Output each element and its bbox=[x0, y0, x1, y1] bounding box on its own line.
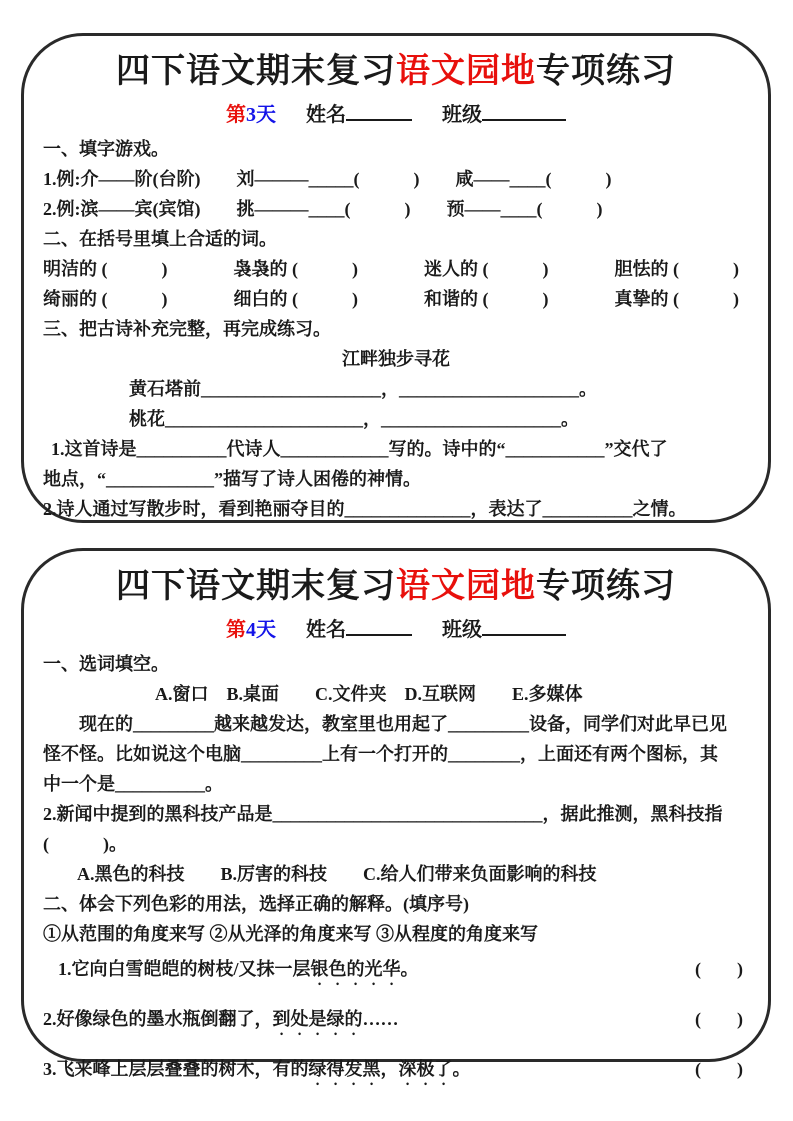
word-blank-item: 袅袅的 ( ) bbox=[233, 258, 358, 279]
title-highlight: 语文园地 bbox=[396, 568, 536, 605]
day4-content bbox=[43, 649, 749, 1089]
word-blank-item: 明洁的 ( ) bbox=[43, 258, 168, 279]
worksheet-card-day4 bbox=[21, 548, 771, 1079]
color-usage-text: 3.飞来峰上层层叠叠的树木，有的绿得发黑，深极了。 bbox=[43, 1058, 471, 1079]
answer-paren: ( ) bbox=[695, 1008, 743, 1029]
poem-title: 江畔独步寻花 bbox=[342, 348, 450, 369]
day-badge: 第4天 bbox=[226, 618, 276, 641]
poem-line-1: 黄石塔前____________________，____________________。 bbox=[129, 378, 597, 399]
poem-question1-line2: 地点，“____________”描写了诗人困倦的神情。 bbox=[43, 468, 421, 489]
color-usage-text: 2.好像绿色的墨水瓶倒翻了，到处是绿的…… bbox=[43, 1008, 399, 1029]
cloze-paragraph-line3: 中一个是__________。 bbox=[43, 773, 223, 794]
color-usage-legend: ①从范围的角度来写 ②从光泽的角度来写 ③从程度的角度来写 bbox=[43, 923, 538, 944]
worksheet-subheader bbox=[43, 98, 749, 127]
news-question-line1: 2.新闻中提到的黑科技产品是______________________________，据此推测，黑科技指 bbox=[43, 803, 723, 824]
class-label: 班级 bbox=[442, 103, 482, 126]
section2-heading: 二、体会下列色彩的用法，选择正确的解释。(填序号) bbox=[43, 893, 469, 914]
word-blank-item: 胆怯的 ( ) bbox=[614, 258, 739, 279]
section1-heading: 一、选词填空。 bbox=[43, 653, 169, 674]
news-question-options: A.黑色的科技 B.厉害的科技 C.给人们带来负面影响的科技 bbox=[77, 863, 597, 884]
emphasized-phrase: 绿得发黑 bbox=[308, 1058, 381, 1079]
color-usage-item-2 bbox=[43, 1004, 749, 1039]
emphasized-phrase: 银色的光华 bbox=[310, 958, 401, 979]
worksheet-subheader bbox=[43, 613, 749, 642]
emphasized-phrase: 到处是绿的 bbox=[272, 1008, 363, 1029]
title-text-pre: 四下语文期末复习 bbox=[116, 53, 396, 90]
class-blank-line bbox=[482, 616, 566, 636]
worksheet-title bbox=[43, 567, 749, 608]
color-usage-text: 1.它向白雪皑皑的树枝/又抹一层银色的光华。 bbox=[58, 958, 419, 979]
title-text-post: 专项练习 bbox=[536, 568, 676, 605]
news-question-line2: ( )。 bbox=[43, 833, 127, 854]
word-blank-row-1 bbox=[43, 254, 749, 284]
word-blank-item: 绮丽的 ( ) bbox=[43, 288, 168, 309]
day3-content bbox=[43, 134, 749, 524]
name-blank-line bbox=[346, 616, 412, 636]
color-usage-item-1 bbox=[43, 954, 749, 989]
day-badge: 第3天 bbox=[226, 103, 276, 126]
answer-paren: ( ) bbox=[695, 1058, 743, 1079]
fill-char-line-2: 2.例:滨——宾(宾馆) 挑———____( ) 预——____( ) bbox=[43, 198, 603, 219]
title-text-pre: 四下语文期末复习 bbox=[116, 568, 396, 605]
title-highlight: 语文园地 bbox=[396, 53, 536, 90]
word-blank-item: 和谐的 ( ) bbox=[424, 288, 549, 309]
section1-heading: 一、填字游戏。 bbox=[43, 138, 169, 159]
cloze-paragraph-line2: 怪不怪。比如说这个电脑_________上有一个打开的________，上面还有两个图标，其 bbox=[43, 743, 718, 764]
class-label: 班级 bbox=[442, 618, 482, 641]
poem-question1-line1: 1.这首诗是__________代诗人____________写的。诗中的“___________”交代了 bbox=[51, 438, 668, 459]
word-blank-row-2 bbox=[43, 284, 749, 314]
worksheet-title bbox=[43, 52, 749, 93]
word-blank-item: 真挚的 ( ) bbox=[614, 288, 739, 309]
cloze-paragraph-line1: 现在的_________越来越发达，教室里也用起了_________设备，同学们对此早已见 bbox=[79, 713, 727, 734]
class-blank-line bbox=[482, 101, 566, 121]
fill-char-line-1: 1.例:介——阶(台阶) 刘———_____( ) 咸——____( ) bbox=[43, 168, 612, 189]
worksheet-card-day3 bbox=[21, 33, 771, 523]
poem-line-2: 桃花______________________，____________________。 bbox=[129, 408, 579, 429]
section2-heading: 二、在括号里填上合适的词。 bbox=[43, 228, 277, 249]
word-blank-item: 迷人的 ( ) bbox=[424, 258, 549, 279]
poem-question2: 2.诗人通过写散步时，看到艳丽夺目的______________，表达了__________之情。 bbox=[43, 498, 687, 519]
title-text-post: 专项练习 bbox=[536, 53, 676, 90]
emphasized-phrase: 深极了 bbox=[398, 1058, 453, 1079]
name-label: 姓名 bbox=[306, 103, 346, 126]
answer-paren: ( ) bbox=[695, 958, 743, 979]
section3-heading: 三、把古诗补充完整，再完成练习。 bbox=[43, 318, 331, 339]
name-label: 姓名 bbox=[306, 618, 346, 641]
word-options-line: A.窗口 B.桌面 C.文件夹 D.互联网 E.多媒体 bbox=[155, 683, 583, 704]
name-blank-line bbox=[346, 101, 412, 121]
color-usage-item-3 bbox=[43, 1054, 749, 1089]
word-blank-item: 细白的 ( ) bbox=[233, 288, 358, 309]
